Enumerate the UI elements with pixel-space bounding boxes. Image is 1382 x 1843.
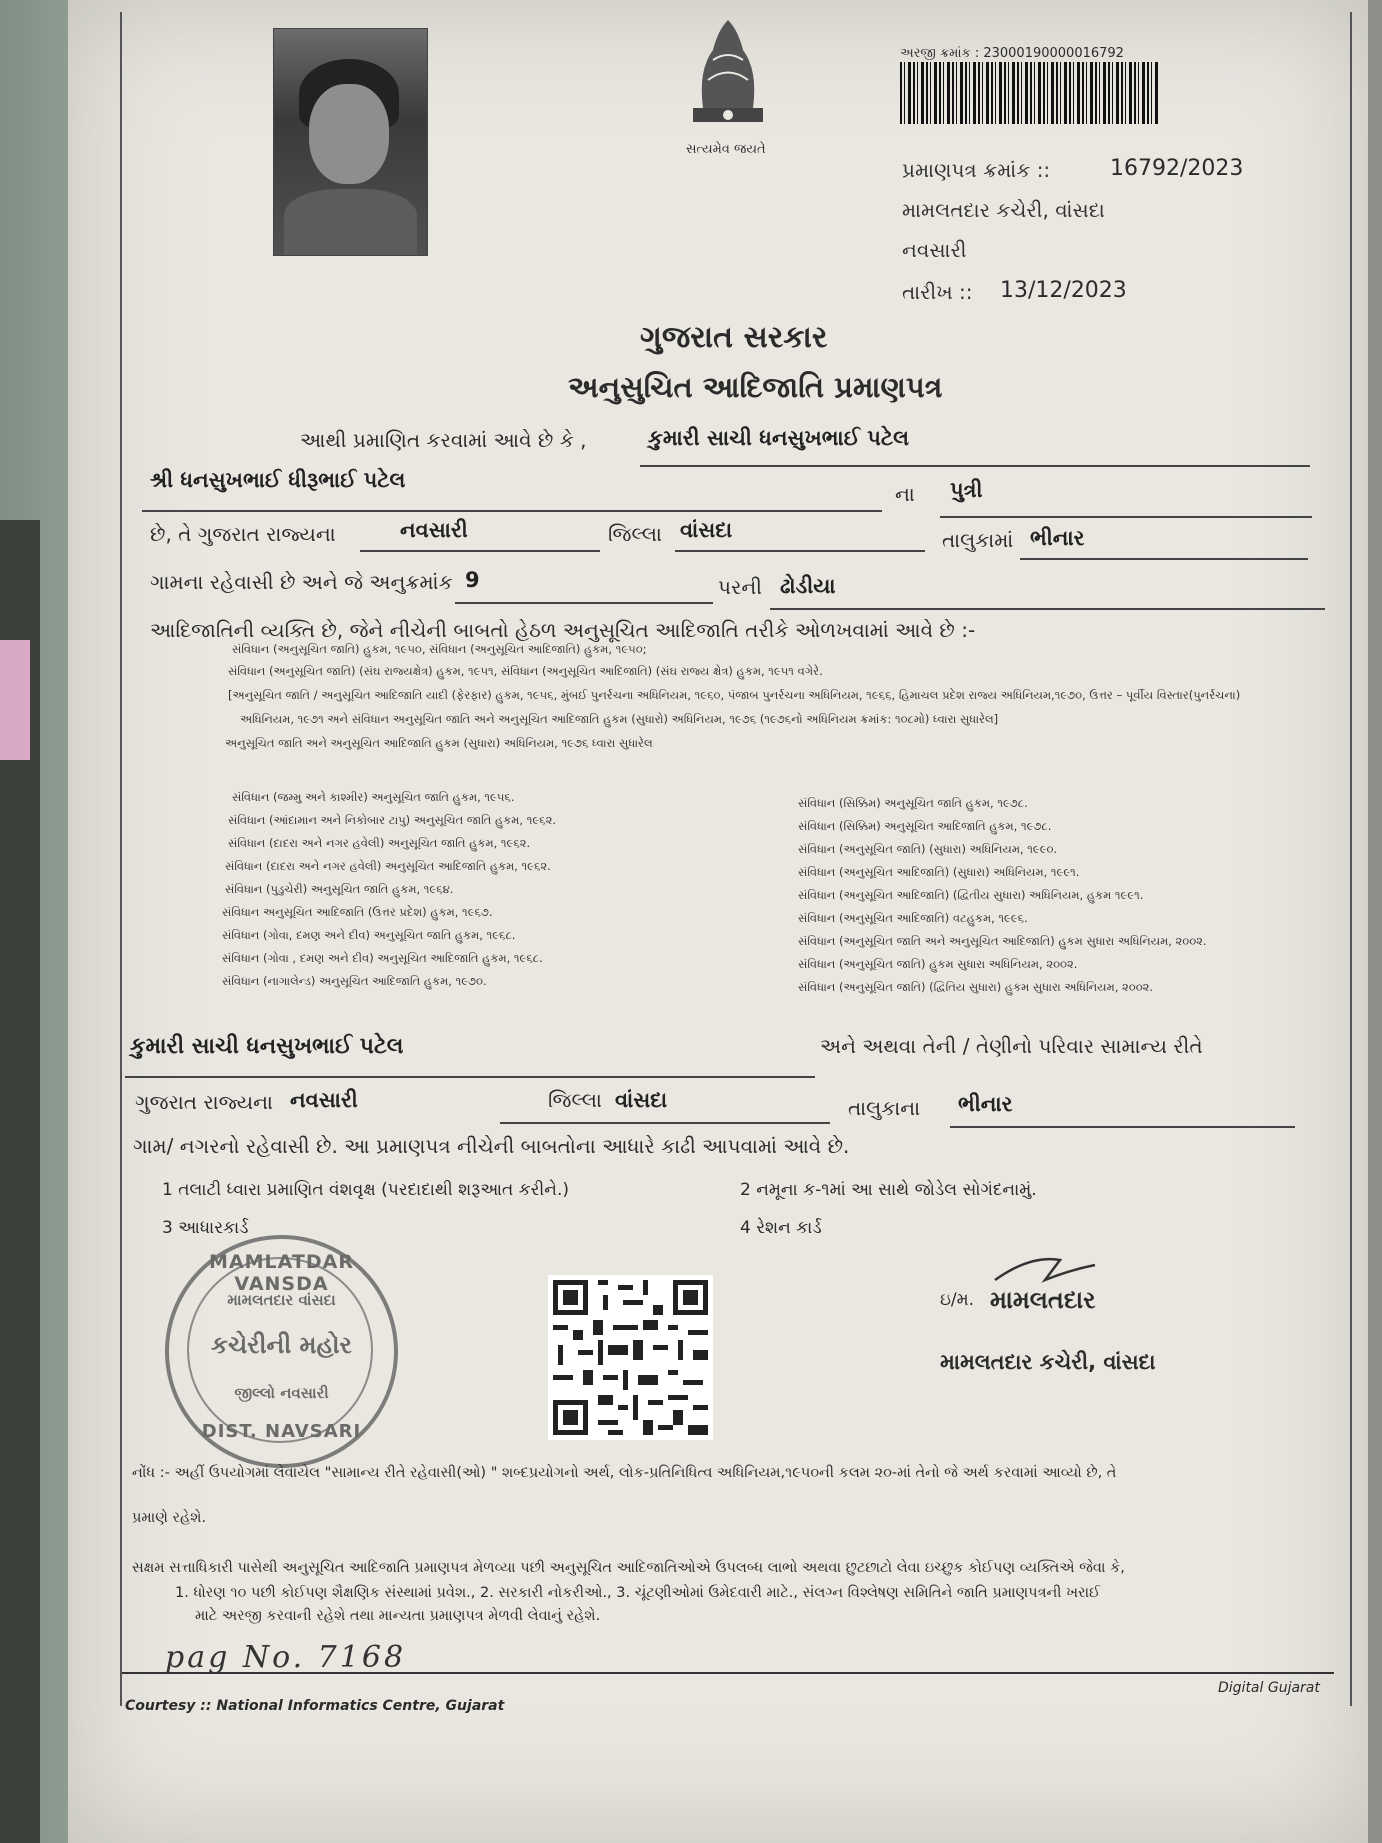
residence-text: ગામના રહેવાસી છે અને જે અનુક્રમાંક: [150, 570, 453, 594]
order-left-item: સંવિધાન (દાદરા અને નગર હવેલી) અનુસૂચિત આદિજાતિ હુકમ, ૧૯૬૨.: [225, 859, 551, 873]
taluka-value-2: વાંસદા: [615, 1088, 668, 1112]
order-left-item: સંવિધાન અનુસૂચિત આદિજાતિ (ઉત્તર પ્રદેશ) હુકમ, ૧૯૬૭.: [222, 905, 493, 919]
jilla-text: જિલ્લા: [608, 522, 662, 546]
certificate-number-label: પ્રમાણપત્ર ક્રમાંક ::: [902, 158, 1051, 182]
footer-divider: [122, 1672, 1334, 1674]
resident-name-underline: [125, 1076, 815, 1078]
application-number: અરજી ક્રમાંક : 23000190000016792: [900, 46, 1124, 61]
qr-code: [548, 1275, 713, 1440]
background-paper-edge: [0, 640, 30, 760]
district-value-2: નવસારી: [290, 1088, 358, 1112]
relation-underline: [940, 516, 1312, 518]
order-line: સંવિધાન (અનુસૂચિત જાતિ) હુકમ, ૧૯૫૦, સંવિધાન (અનુસૂચિત આદિજાતિ) હુકમ, ૧૯૫૦;: [232, 642, 647, 656]
village-value-2: ભીનાર: [958, 1092, 1013, 1116]
issue-date: 13/12/2023: [1000, 278, 1127, 303]
applicant-name: કુમારી સાચી ધનસુખભાઈ પટેલ: [648, 426, 909, 450]
village-value: ભીનાર: [1030, 526, 1085, 550]
signatory-title: મામલતદાર: [990, 1286, 1096, 1314]
date-label: તારીખ ::: [902, 280, 973, 304]
talukama-text: તાલુકામાં: [942, 528, 1014, 552]
note-line-1: નોંધ :- અહીં ઉપયોગમાં લેવાયેલ "સામાન્ય રીતે રહેવાસી(ઓ) " શબ્દપ્રયોગનો અર્થ, લોક-પ્રતિનિધિત્વ અધિનિયમ,૧૯૫૦ની કલમ ૨૦-માં તેનો જે અર્થ કરવામાં આવ્યો છે, તે: [132, 1465, 1117, 1481]
handwritten-page-number: pag No. 7168: [165, 1640, 407, 1675]
seal-inner-top-text: મામલતદાર વાંસદા: [227, 1291, 336, 1309]
serial-number: 9: [465, 568, 480, 592]
signature-scribble-icon: [990, 1250, 1100, 1290]
certificate-number: 16792/2023: [1110, 156, 1244, 181]
taluka-value: વાંસદા: [680, 518, 733, 542]
benefit-paragraph-3: માટે અરજી કરવાની રહેશે તથા માન્યતા પ્રમાણપત્ર મેળવી લેવાનું રહેશે.: [195, 1608, 601, 1624]
relation: પુત્રી: [950, 478, 983, 502]
village-underline-2: [950, 1126, 1295, 1128]
seal-bottom-text: DIST. NAVSARI: [201, 1421, 362, 1442]
applicant-photo: [273, 28, 428, 256]
order-right-item: સંવિધાન (અનુસૂચિત જાતિ) (દ્વિતિય સુધારા) હુકમ સુધારા અધિનિયમ, ૨૦૦૨.: [798, 980, 1154, 994]
name-underline: [640, 465, 1310, 467]
jilla-text-2: જિલ્લા: [548, 1088, 602, 1112]
government-title: ગુજરાત સરકાર: [640, 320, 828, 355]
tribe-name: ઢોડીયા: [780, 574, 836, 598]
seal-inner-bottom-text: જીલ્લો નવસારી: [234, 1384, 329, 1402]
seal-top-text: MAMLATDAR VANSDA: [209, 1251, 354, 1295]
order-right-item: સંવિધાન (અનુસૂચિત આદિજાતિ) (સુધારા) અધિનિયમ, ૧૯૯૧.: [798, 865, 1080, 879]
district-underline: [360, 550, 600, 552]
order-right-item: સંવિધાન (સિક્કિમ) અનુસૂચિત જાતિ હુકમ, ૧૯૭૮.: [798, 796, 1028, 810]
footer-courtesy: Courtesy :: National Informatics Centre, Gujarat: [125, 1698, 505, 1714]
issuing-office: મામલતદાર કચેરી, વાંસદા: [902, 198, 1105, 222]
basis-item-1: 1 તલાટી ધ્વારા પ્રમાણિત વંશવૃક્ષ (પરદાદાથી શરૂઆત કરીને.): [162, 1180, 569, 1200]
certify-text: આથી પ્રમાણિત કરવામાં આવે છે કે ,: [300, 428, 587, 452]
benefit-paragraph-2: 1. ધોરણ ૧૦ પછી કોઈપણ શૈક્ષણિક સંસ્થામાં પ્રવેશ., 2. સરકારી નોકરીઓ., 3. ચૂંટણીઓમાં ઉમેદવારી માટે., સંલગ્ન વિશ્લેષણ સમિતિને જાતિ પ્રમાણપત્રની ખરાઈ: [175, 1585, 1101, 1601]
order-right-item: સંવિધાન (અનુસૂચિત જાતિ) હુકમ સુધારા અધિનિયમ, ૨૦૦૨.: [798, 957, 1078, 971]
order-left-item: સંવિધાન (જમ્મુ અને કાશ્મીર) અનુસૂચિત જાતિ હુકમ, ૧૯૫૬.: [232, 790, 515, 804]
state-text: છે, તે ગુજરાત રાજ્યના: [150, 522, 336, 546]
tribe-underline: [770, 608, 1325, 610]
order-line: અધિનિયમ, ૧૯૭૧ અને સંવિધાન અનુસૂચિત જાતિ અને અનુસૂચિત આદિજાતિ હુકમ (સુધારો) અધિનિયમ, ૧૯૭૬ (૧૯૭૬નો અધિનિયમ ક્રમાંક: ૧૦૮મો) ધ્વારા સુધારેલ]: [240, 712, 999, 726]
order-right-item: સંવિધાન (અનુસૂચિત આદિજાતિ) વટહુકમ, ૧૯૯૬.: [798, 911, 1028, 925]
office-seal: [165, 1235, 398, 1468]
basis-item-3: 3 આધારકાર્ડ: [162, 1218, 249, 1238]
order-right-item: સંવિધાન (અનુસૂચિત જાતિ અને અનુસૂચિત આદિજાતિ) હુકમ સુધારા અધિનિયમ, ૨૦૦૨.: [798, 934, 1207, 948]
emblem-motto: સત્યમેવ જયતે: [686, 142, 766, 157]
village-underline: [1020, 558, 1308, 560]
father-underline: [142, 510, 882, 512]
order-left-item: સંવિધાન (નાગાલેન્ડ) અનુસૂચિત આદિજાતિ હુકમ, ૧૯૭૦.: [222, 974, 487, 988]
family-text: અને અથવા તેની / તેણીનો પરિવાર સામાન્ય રીતે: [820, 1034, 1203, 1058]
issuing-district: નવસારી: [902, 238, 967, 262]
order-left-item: સંવિધાન (પુડુચેરી) અનુસૂચિત જાતિ હુકમ, ૧૯૬૪.: [225, 882, 454, 896]
na-text: ના: [895, 482, 915, 506]
order-right-item: સંવિધાન (અનુસૂચિત જાતિ) (સુધારા) અધિનિયમ, ૧૯૯૦.: [798, 842, 1058, 856]
note-line-2: પ્રમાણે રહેશે.: [132, 1510, 207, 1526]
order-line: સંવિધાન (અનુસૂચિત જાતિ) (સંઘ રાજ્યક્ષેત્ર) હુકમ, ૧૯૫૧, સંવિધાન (અનુસૂચિત આદિજાતિ) (સંઘ રાજ્ય ક્ષેત્ર) હુકમ, ૧૯૫૧ વગેરે.: [228, 664, 823, 678]
taluka-underline-2: [500, 1122, 830, 1124]
order-left-item: સંવિધાન (આંદામાન અને નિકોબાર ટાપુ) અનુસૂચિત જાતિ હુકમ, ૧૯૬૨.: [228, 813, 557, 827]
national-emblem-icon: [678, 10, 778, 150]
serial-underline: [455, 602, 713, 604]
tribe-recognition-text: આદિજાતિની વ્યક્તિ છે, જેને નીચેની બાબતો હેઠળ અનુસૂચિત આદિજાતિ તરીકે ઓળખવામાં આવે છે :-: [150, 618, 976, 642]
order-left-item: સંવિધાન (ગોવા , દમણ અને દીવ) અનુસૂચિત આદિજાતિ હુકમ, ૧૯૬૮.: [222, 951, 543, 965]
order-line: [અનુસૂચિત જાતિ / અનુસૂચિત આદિજાતિ યાદી (ફેરફાર) હુકમ, ૧૯૫૬, મુંબઈ પુનર્રચના અધિનિયમ, ૧૯૬૦, પંજાબ પુનર્રચના અધિનિયમ, ૧૯૬૬, હિમાચલ પ્રદેશ રાજ્ય અધિનિયમ,૧૯૭૦, ઉત્તર – પૂર્વીય વિસ્તાર(પુનર્રચના): [228, 688, 1241, 702]
footer-brand: Digital Gujarat: [1218, 1680, 1320, 1696]
resident-name: કુમારી સાચી ધનસુખભાઈ પટેલ: [130, 1034, 404, 1059]
parni-text: પરની: [718, 575, 762, 599]
basis-item-2: 2 નમૂના ક-૧માં આ સાથે જોડેલ સોગંદનામું.: [740, 1180, 1037, 1200]
signatory-office: મામલતદાર કચેરી, વાંસદા: [940, 1350, 1156, 1374]
order-line: અનુસૂચિત જાતિ અને અનુસૂચિત આદિજાતિ હુકમ (સુધારા) અધિનિયમ, ૧૯૭૬ ધ્વારા સુધારેલ: [225, 736, 653, 750]
order-right-item: સંવિધાન (અનુસૂચિત આદિજાતિ) (દ્વિતીય સુધારા) અધિનિયમ, હુકમ ૧૯૯૧.: [798, 888, 1144, 902]
certificate-title: અનુસુચિત આદિજાતિ પ્રમાણપત્ર: [568, 370, 943, 404]
basis-intro: ગામ/ નગરનો રહેવાસી છે. આ પ્રમાણપત્ર નીચેની બાબતોના આધારે કાઢી આપવામાં આવે છે.: [133, 1134, 850, 1158]
state-text-2: ગુજરાત રાજ્યના: [135, 1090, 273, 1114]
basis-item-4: 4 રેશન કાર્ડ: [740, 1218, 822, 1238]
order-right-item: સંવિધાન (સિક્કિમ) અનુસૂચિત આદિજાતિ હુકમ, ૧૯૭૮.: [798, 819, 1052, 833]
order-left-item: સંવિધાન (દાદરા અને નગર હવેલી) અનુસૂચિત જાતિ હુકમ, ૧૯૬૨.: [228, 836, 531, 850]
district-value: નવસારી: [400, 518, 468, 542]
talukana-text: તાલુકાના: [848, 1096, 921, 1120]
taluka-underline: [675, 550, 925, 552]
barcode: [900, 62, 1160, 124]
order-left-item: સંવિધાન (ગોવા, દમણ અને દીવ) અનુસૂચિત જાતિ હુકમ, ૧૯૬૮.: [222, 928, 516, 942]
signature-prefix: ઇ/મ.: [940, 1290, 975, 1310]
seal-center-text: કચેરીની મહોર: [211, 1331, 352, 1359]
benefit-paragraph-1: સક્ષમ સત્તાધિકારી પાસેથી અનુસૂચિત આદિજાતિ પ્રમાણપત્ર મેળવ્યા પછી અનુસૂચિત આદિજાતિઓએ ઉપલબ્ધ લાભો અથવા છુટછાટો લેવા ઇચ્છુક કોઈપણ વ્યક્તિએ જેવા કે,: [132, 1560, 1125, 1576]
father-name: શ્રી ધનસુખભાઈ ધીરૂભાઈ પટેલ: [150, 468, 406, 492]
